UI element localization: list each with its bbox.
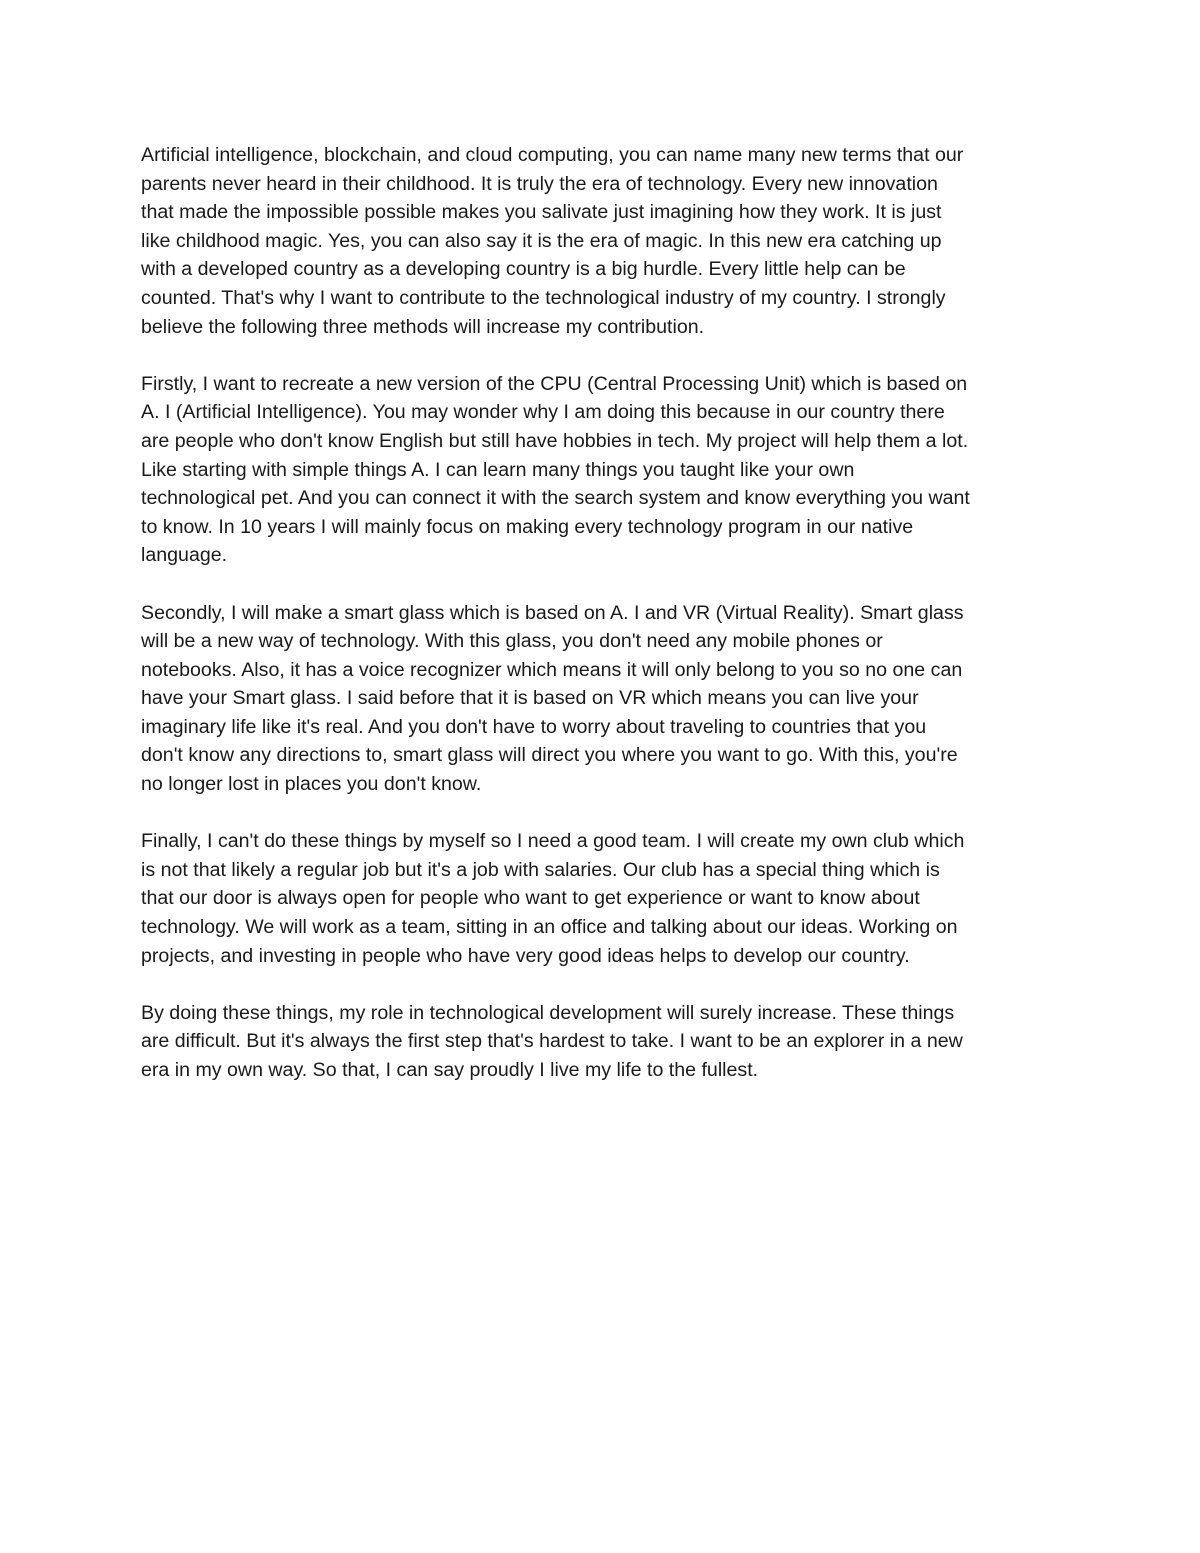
- paragraph-firstly: [141, 370, 1066, 570]
- text-line: will be a new way of technology. With this glass, you don't need any mobile phones or: [141, 630, 883, 653]
- paragraph-conclusion: [141, 999, 1066, 1085]
- text-line: no longer lost in places you don't know.: [141, 773, 482, 796]
- document-body: [141, 141, 1066, 1085]
- text-line: era in my own way. So that, I can say proudly I live my life to the fullest.: [141, 1059, 759, 1081]
- paragraph-spacer: [141, 970, 1066, 999]
- text-line: have your Smart glass. I said before that it is based on VR which means you can live your: [141, 687, 919, 710]
- text-line: are people who don't know English but still have hobbies in tech. My project will help them a lot.: [141, 429, 969, 452]
- text-line: Firstly, I want to recreate a new version of the CPU (Central Processing Unit) which is based on: [141, 372, 968, 395]
- paragraph-intro: [141, 141, 1066, 341]
- text-line: notebooks. Also, it has a voice recognizer which means it will only belong to you so no one can: [141, 658, 963, 681]
- paragraph-secondly: [141, 599, 1066, 799]
- text-line: imaginary life like it's real. And you don't have to worry about traveling to countries that you: [141, 715, 927, 738]
- text-line: technology. We will work as a team, sitting in an office and talking about our ideas. Working on: [141, 916, 958, 939]
- text-line: A. I (Artificial Intelligence). You may wonder why I am doing this because in our country there: [141, 401, 945, 424]
- text-line: technological pet. And you can connect it with the search system and know everything you want: [141, 487, 970, 510]
- text-line: that made the impossible possible makes you salivate just imagining how they work. It is just: [141, 201, 942, 224]
- text-line: language.: [141, 544, 228, 567]
- text-line: to know. In 10 years I will mainly focus on making every technology program in our native: [141, 515, 914, 538]
- text-line: counted. That's why I want to contribute to the technological industry of my country. I strongly: [141, 286, 946, 309]
- text-line: is not that likely a regular job but it's a job with salaries. Our club has a special thing which is: [141, 858, 940, 881]
- paragraph-finally: [141, 827, 1066, 970]
- text-line: Finally, I can't do these things by myself so I need a good team. I will create my own club which: [141, 830, 965, 853]
- text-line: parents never heard in their childhood. It is truly the era of technology. Every new innovation: [141, 172, 938, 195]
- text-line: Secondly, I will make a smart glass which is based on A. I and VR (Virtual Reality). Smart glass: [141, 601, 964, 624]
- text-line: projects, and investing in people who have very good ideas helps to develop our country.: [141, 944, 910, 967]
- paragraph-spacer: [141, 570, 1066, 599]
- text-line: like childhood magic. Yes, you can also say it is the era of magic. In this new era catching up: [141, 229, 942, 252]
- text-line: By doing these things, my role in technological development will surely increase. These things: [141, 1001, 955, 1024]
- text-line: Like starting with simple things A. I can learn many things you taught like your own: [141, 458, 855, 481]
- text-line: that our door is always open for people who want to get experience or want to know about: [141, 887, 920, 910]
- paragraph-spacer: [141, 799, 1066, 828]
- text-line: believe the following three methods will increase my contribution.: [141, 315, 705, 338]
- text-line: are difficult. But it's always the first step that's hardest to take. I want to be an explorer in a new: [141, 1030, 963, 1053]
- paragraph-spacer: [141, 341, 1066, 370]
- text-line: don't know any directions to, smart glass will direct you where you want to go. With this, you're: [141, 744, 958, 767]
- text-line: Artificial intelligence, blockchain, and cloud computing, you can name many new terms that our: [141, 144, 964, 166]
- text-line: with a developed country as a developing country is a big hurdle. Every little help can be: [141, 258, 906, 281]
